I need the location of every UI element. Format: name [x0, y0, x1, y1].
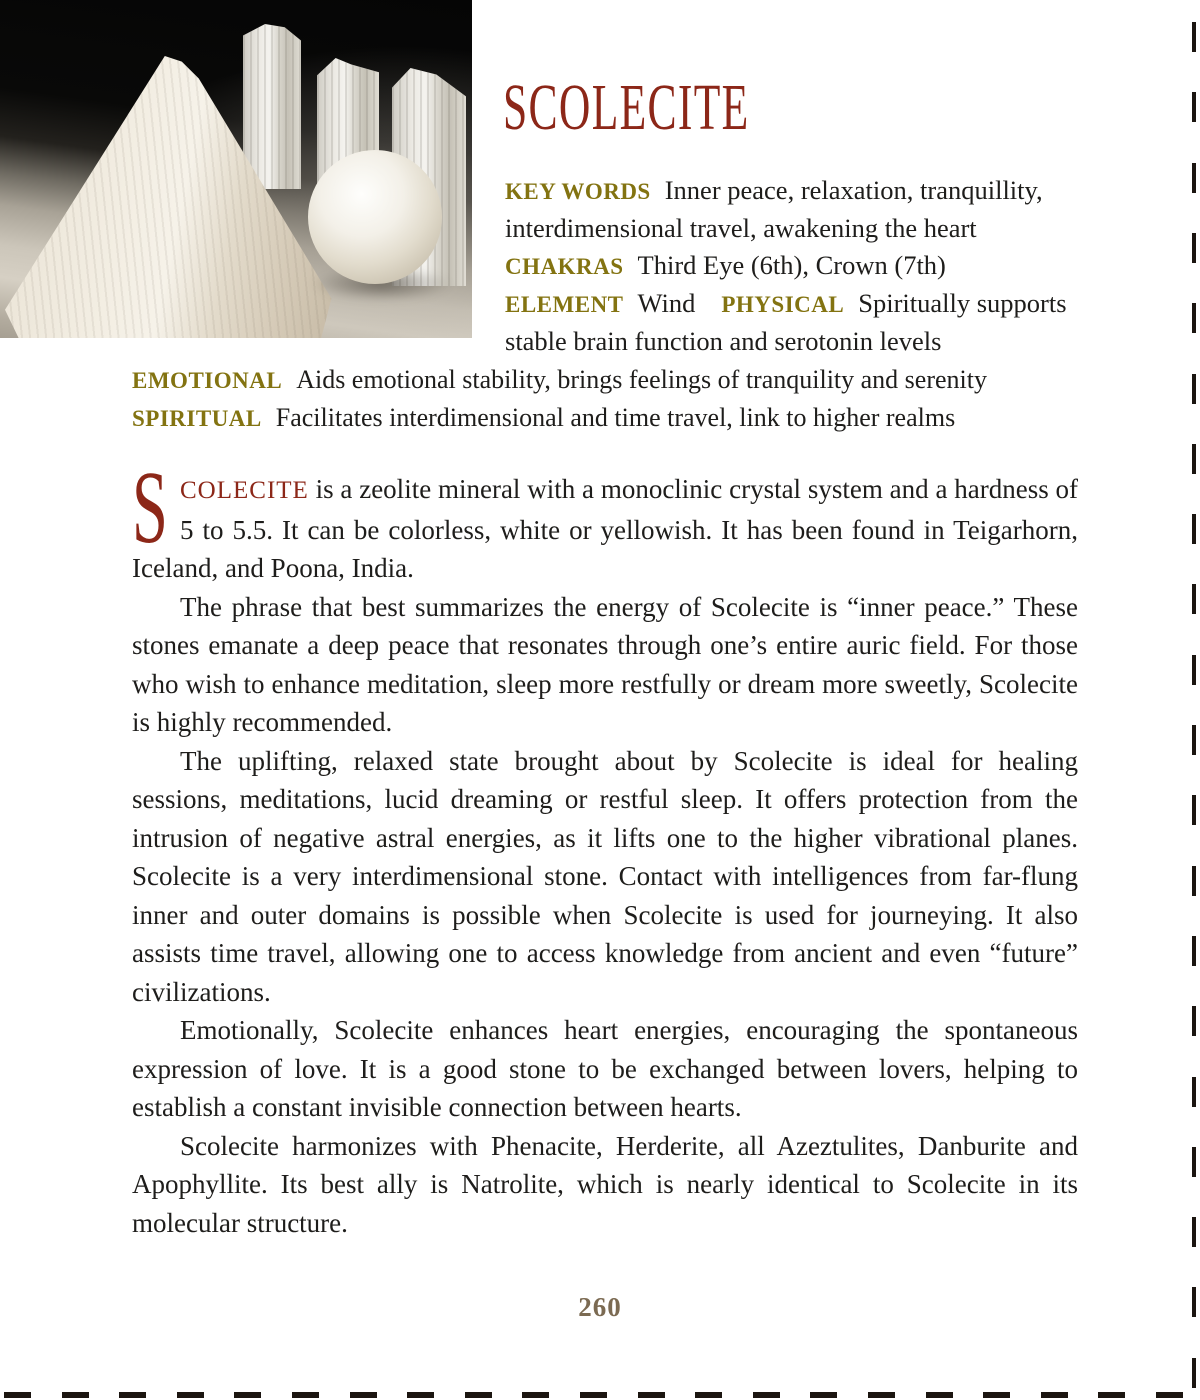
body-paragraph: Emotionally, Scolecite enhances heart energies, encouraging the spontaneous expression of love. It is a good stone to be exchanged between lovers, helping to establish a constant invisible connection between hearts. [132, 1015, 1078, 1122]
page-edge-tab [1192, 725, 1196, 755]
page-edge-tab [1192, 1006, 1196, 1036]
page-edge-tab [1192, 584, 1196, 614]
key-label: KEY WORDS [505, 179, 651, 204]
page-edge-mark [350, 1392, 377, 1398]
page-title: SCOLECITE [503, 71, 750, 144]
page-edge-tab [1192, 1147, 1196, 1177]
key-label: EMOTIONAL [132, 368, 283, 393]
key-info-column [505, 172, 1097, 360]
key-info-full-width [132, 361, 1082, 437]
key-label: SPIRITUAL [132, 406, 262, 431]
page-edge-tab [1192, 795, 1196, 825]
dropcap-smallcaps: COLECITE [180, 477, 309, 504]
page-edge-tab [1192, 1287, 1196, 1317]
page-edge-mark [580, 1392, 607, 1398]
dropcap-letter: S [132, 450, 168, 565]
key-text: Facilitates interdimensional and time travel, link to higher realms [275, 403, 956, 432]
page-edge-mark [4, 1392, 31, 1398]
page-edge-mark [1098, 1392, 1125, 1398]
page-edge-tab [1192, 374, 1196, 404]
page-edge-mark [62, 1392, 89, 1398]
page-edge-mark [522, 1392, 549, 1398]
page-edge-tab [1192, 92, 1196, 122]
page-edge-mark [695, 1392, 722, 1398]
key-text: Inner peace, relaxation, tranquillity, interdimensional travel, awakening the heart [505, 175, 1043, 243]
page-edge-mark [638, 1392, 665, 1398]
page-edge-mark [119, 1392, 146, 1398]
page-edge-tab [1192, 866, 1196, 896]
page-edge-mark [810, 1392, 837, 1398]
key-info-line [505, 247, 1097, 285]
page-edge-tab [1192, 444, 1196, 474]
page-edge-tab [1192, 233, 1196, 263]
key-text: Spiritually supports stable brain function and serotonin levels [505, 288, 1067, 356]
page-edge-tab [1192, 163, 1196, 193]
page-edge-mark [177, 1392, 204, 1398]
page-edge-tab [1192, 936, 1196, 966]
sphere-crystal [308, 150, 442, 284]
key-text: Aids emotional stability, brings feelings of tranquility and serenity [296, 365, 987, 394]
paragraph-text: is a zeolite mineral with a monoclinic crystal system and a hardness of 5 to 5.5. It can be colorless, white or yellowish. It has been found in Teigarhorn, Iceland, and Poona, India. [132, 474, 1078, 583]
body-paragraph [132, 450, 1078, 588]
key-label: PHYSICAL [721, 292, 845, 317]
page-edge-mark [983, 1392, 1010, 1398]
page-edge-mark [1156, 1392, 1183, 1398]
scolecite-specimens-photo [0, 0, 472, 338]
page-edge-mark [407, 1392, 434, 1398]
key-info-line [132, 361, 1082, 399]
page-edge-tab [1192, 1358, 1196, 1388]
key-text: Third Eye (6th), Crown (7th) [637, 250, 946, 280]
key-label: CHAKRAS [505, 254, 624, 279]
key-label: ELEMENT [505, 292, 624, 317]
page-edge-mark [1041, 1392, 1068, 1398]
key-info-line [505, 285, 1097, 360]
body-text [132, 450, 1078, 1242]
page-edge-tab [1192, 22, 1196, 52]
page-edge-mark [926, 1392, 953, 1398]
prism-crystal-1 [243, 24, 301, 189]
key-text: Wind [637, 288, 696, 318]
page-edge-tab [1192, 655, 1196, 685]
key-info-line [132, 399, 1082, 437]
page-edge-mark [868, 1392, 895, 1398]
page-edge-tab [1192, 303, 1196, 333]
page-number: 260 [578, 1292, 622, 1322]
page-edge-mark [234, 1392, 261, 1398]
page-edge-mark [292, 1392, 319, 1398]
page-edge-tab [1192, 1077, 1196, 1107]
body-paragraph: The uplifting, relaxed state brought about by Scolecite is ideal for healing sessions, meditations, lucid dreaming or restful sleep. It offers protection from the intrusion of negative astral energies, as it lifts one to the higher vibrational planes. Scolecite is a very interdimensional stone. Contact with intelligences from far-flung inner and outer domains is possible when Scolecite is used for journeying. It also assists time travel, allowing one to access knowledge from ancient and even “future” civilizations. [132, 745, 1078, 1007]
page-edge-tab [1192, 514, 1196, 544]
key-info-line [505, 172, 1097, 247]
page-edge-mark [753, 1392, 780, 1398]
body-paragraph: The phrase that best summarizes the energy of Scolecite is “inner peace.” These stones emanate a deep peace that resonates through one’s entire auric field. For those who wish to enhance meditation, sleep more restfully or dream more sweetly, Scolecite is highly recommended. [132, 591, 1078, 737]
page-edge-mark [465, 1392, 492, 1398]
body-paragraph: Scolecite harmonizes with Phenacite, Herderite, all Azeztulites, Danburite and Apophyllite. Its best ally is Natrolite, which is nearly identical to Scolecite in its molecular structure. [132, 1130, 1078, 1238]
page-edge-tab [1192, 1217, 1196, 1247]
